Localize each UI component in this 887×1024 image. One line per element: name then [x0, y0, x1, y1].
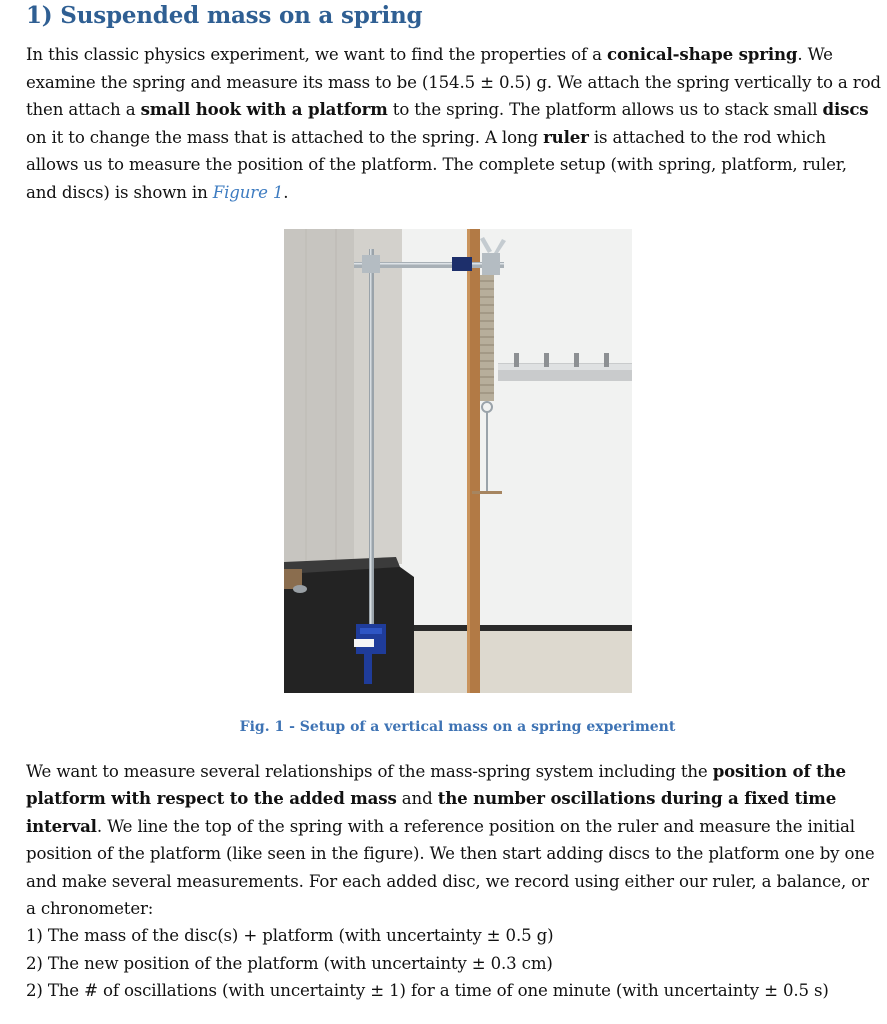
intro-text-5: is attached to the rod which allows us to measure the position of the platform. The complete setup (with spring, platform, ruler, and discs) is shown in: [26, 127, 847, 202]
list-item: 2) The # of oscillations (with uncertainty ± 1) for a time of one minute (with uncertainty ± 0.5 s): [26, 981, 829, 1001]
body-text-3: . We line the top of the spring with a reference position on the ruler and measure the initial position of the platform (like seen in the figure). We then start adding discs to the platform one by one and make several measurements. For each added disc, we record using either our ruler, a balance, or a chronometer:: [26, 816, 875, 919]
intro-bold-discs: discs: [822, 99, 869, 120]
figure-caption: Fig. 1 - Setup of a vertical mass on a spring experiment: [239, 719, 676, 735]
intro-bold-hook: small hook with a platform: [140, 99, 388, 120]
body-paragraph: [26, 758, 882, 922]
measurement-list: [26, 922, 882, 1005]
setup-photo: [284, 229, 632, 693]
body-bold-oscillations: the number oscillations during a fixed time interval: [26, 788, 837, 836]
intro-bold-ruler: ruler: [543, 126, 589, 147]
figure-reference-link[interactable]: Figure 1: [212, 182, 284, 202]
intro-text-6: .: [283, 182, 289, 202]
intro-text-1: In this classic physics experiment, we want to find the properties of a: [26, 45, 608, 64]
section-heading: 1) Suspended mass on a spring: [26, 2, 423, 29]
intro-paragraph: [26, 41, 882, 207]
intro-bold-spring: conical-shape spring: [607, 44, 798, 64]
list-item: 1) The mass of the disc(s) + platform (with uncertainty ± 0.5 g): [26, 926, 554, 945]
intro-text-4: on it to change the mass that is attached to the spring. A long: [26, 127, 544, 147]
body-text-2: and: [396, 789, 438, 809]
intro-text-3: to the spring. The platform allows us to stack small: [387, 100, 823, 120]
intro-text-2: . We examine the spring and measure its mass to be (154.5 ± 0.5) g. We attach the spring vertically to a rod then attach a: [26, 45, 881, 120]
body-text-1: We want to measure several relationships of the mass-spring system including the: [26, 762, 713, 781]
body-bold-position: position of the platform with respect to the added mass: [26, 761, 846, 809]
list-item: 2) The new position of the platform (with uncertainty ± 0.3 cm): [26, 953, 553, 973]
